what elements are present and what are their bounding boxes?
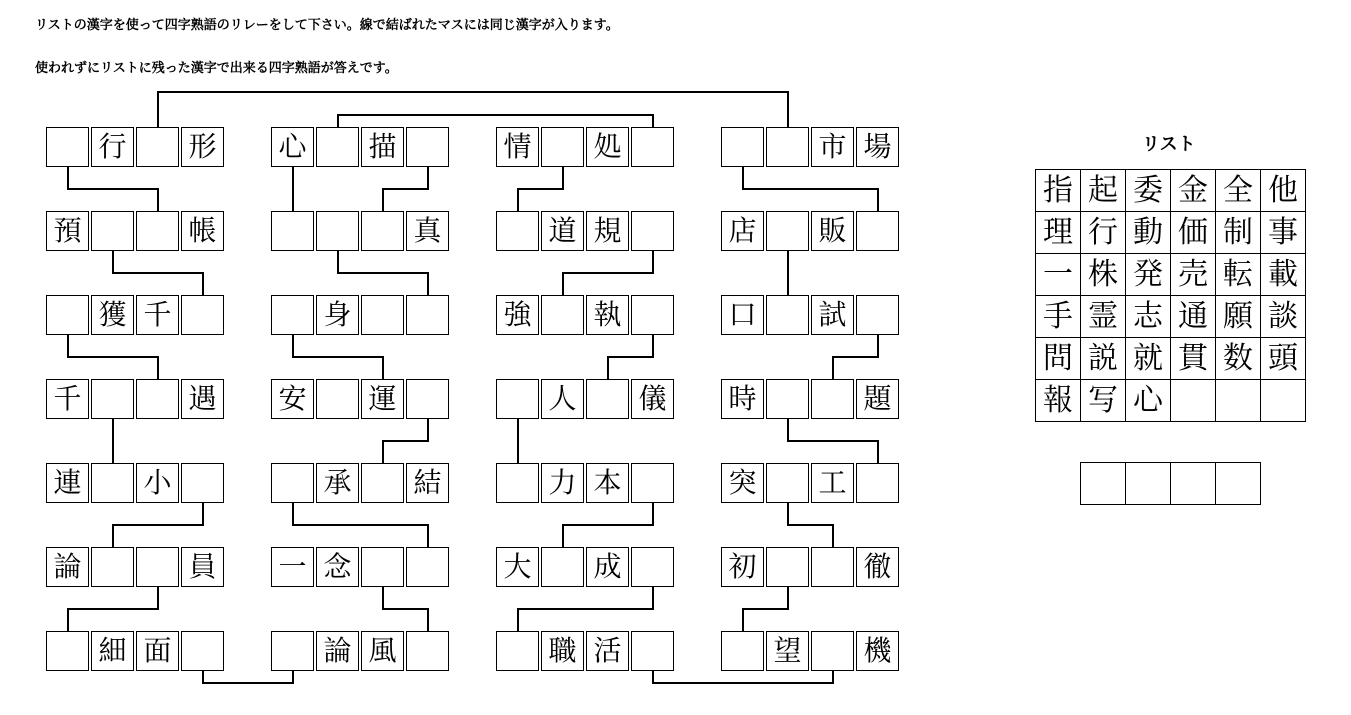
puzzle-cell[interactable] (136, 211, 179, 251)
list-cell: 談 (1260, 295, 1306, 338)
connector-line (743, 587, 788, 631)
puzzle-cell[interactable]: 論 (46, 547, 89, 587)
puzzle-cell[interactable]: 儀 (631, 379, 674, 419)
puzzle-cell[interactable] (271, 463, 314, 503)
list-cell: 転 (1215, 253, 1261, 296)
puzzle-cell[interactable] (721, 631, 764, 671)
puzzle-cell[interactable] (631, 295, 674, 335)
connector-line (788, 503, 833, 547)
puzzle-cell[interactable] (766, 127, 809, 167)
puzzle-cell[interactable] (856, 463, 899, 503)
puzzle-cell[interactable] (361, 547, 404, 587)
puzzle-cell[interactable]: 心 (271, 127, 314, 167)
puzzle-cell[interactable] (811, 631, 854, 671)
puzzle-cell[interactable] (811, 379, 854, 419)
puzzle-cell[interactable] (91, 211, 134, 251)
puzzle-cell[interactable]: 口 (721, 295, 764, 335)
list-cell: 株 (1080, 253, 1126, 296)
puzzle-cell[interactable]: 小 (136, 463, 179, 503)
puzzle-cell[interactable]: 強 (496, 295, 539, 335)
puzzle-cell[interactable]: 結 (406, 463, 449, 503)
puzzle-cell[interactable] (406, 547, 449, 587)
puzzle-cell[interactable]: 販 (811, 211, 854, 251)
list-cell: 他 (1260, 169, 1306, 212)
list-cell: 理 (1035, 211, 1081, 254)
puzzle-cell[interactable]: 連 (46, 463, 89, 503)
puzzle-cell[interactable] (766, 547, 809, 587)
puzzle-cell[interactable]: 市 (811, 127, 854, 167)
puzzle-cell[interactable] (406, 379, 449, 419)
puzzle-cell[interactable]: 大 (496, 547, 539, 587)
puzzle-cell[interactable] (541, 547, 584, 587)
connector-line (203, 671, 293, 683)
puzzle-cell[interactable]: 獲 (91, 295, 134, 335)
list-cell: 動 (1125, 211, 1171, 254)
list-cell: 報 (1035, 379, 1081, 422)
list-cell: 就 (1125, 337, 1171, 380)
list-cell: 売 (1170, 253, 1216, 296)
instruction-line-2: 使われずにリストに残った漢字で出来る四字熟語が答えです。 (35, 61, 398, 76)
puzzle-cell[interactable]: 機 (856, 631, 899, 671)
puzzle-cell[interactable] (181, 463, 224, 503)
puzzle-cell[interactable]: 執 (586, 295, 629, 335)
puzzle-cell[interactable] (496, 631, 539, 671)
puzzle-cell[interactable] (856, 295, 899, 335)
puzzle-cell[interactable] (586, 379, 629, 419)
puzzle-cell[interactable] (91, 379, 134, 419)
puzzle-cell[interactable] (631, 127, 674, 167)
puzzle-cell[interactable]: 場 (856, 127, 899, 167)
puzzle-cell[interactable] (46, 295, 89, 335)
puzzle-cell[interactable] (271, 631, 314, 671)
puzzle-cell[interactable] (271, 211, 314, 251)
puzzle-cell[interactable] (496, 463, 539, 503)
puzzle-cell[interactable] (46, 127, 89, 167)
connector-line (563, 251, 653, 295)
puzzle-cell[interactable]: 題 (856, 379, 899, 419)
list-cell: 金 (1170, 169, 1216, 212)
puzzle-cell[interactable] (631, 211, 674, 251)
puzzle-cell[interactable]: 試 (811, 295, 854, 335)
puzzle-cell[interactable] (316, 379, 359, 419)
puzzle-cell[interactable]: 論 (316, 631, 359, 671)
puzzle-cell[interactable] (316, 211, 359, 251)
list-cell: 説 (1080, 337, 1126, 380)
puzzle-cell[interactable]: 店 (721, 211, 764, 251)
list-title: リスト (1142, 134, 1196, 155)
puzzle-cell[interactable]: 面 (136, 631, 179, 671)
puzzle-cell[interactable]: 千 (136, 295, 179, 335)
puzzle-cell[interactable] (496, 379, 539, 419)
connector-line (833, 335, 878, 379)
puzzle-cell[interactable] (46, 631, 89, 671)
puzzle-cell[interactable] (721, 127, 764, 167)
puzzle-cell[interactable] (766, 463, 809, 503)
puzzle-cell[interactable]: 預 (46, 211, 89, 251)
list-cell: 委 (1125, 169, 1171, 212)
puzzle-cell[interactable] (766, 211, 809, 251)
list-cell (1170, 379, 1216, 422)
connector-line (293, 335, 383, 379)
puzzle-cell[interactable]: 規 (586, 211, 629, 251)
puzzle-cell[interactable]: 行 (91, 127, 134, 167)
puzzle-cell[interactable]: 千 (46, 379, 89, 419)
list-cell: 行 (1080, 211, 1126, 254)
list-cell: 写 (1080, 379, 1126, 422)
connector-line (113, 503, 203, 547)
list-cell: 霊 (1080, 295, 1126, 338)
puzzle-cell[interactable]: 本 (586, 463, 629, 503)
puzzle-cell[interactable] (136, 127, 179, 167)
puzzle-cell[interactable]: 時 (721, 379, 764, 419)
answer-cell[interactable] (1080, 462, 1126, 505)
puzzle-cell[interactable] (361, 295, 404, 335)
connector-line (563, 503, 653, 547)
puzzle-cell[interactable] (361, 211, 404, 251)
puzzle-cell[interactable] (631, 631, 674, 671)
puzzle-cell[interactable] (631, 463, 674, 503)
list-cell: 載 (1260, 253, 1306, 296)
list-cell: 数 (1215, 337, 1261, 380)
puzzle-cell[interactable]: 徹 (856, 547, 899, 587)
puzzle-cell[interactable] (496, 211, 539, 251)
connector-line (518, 587, 653, 631)
puzzle-cell[interactable]: 員 (181, 547, 224, 587)
puzzle-cell[interactable]: 力 (541, 463, 584, 503)
answer-cell[interactable] (1170, 462, 1216, 505)
list-cell (1260, 379, 1306, 422)
puzzle-cell[interactable]: 風 (361, 631, 404, 671)
connector-line (383, 587, 428, 631)
connector-line (518, 167, 563, 211)
list-cell: 発 (1125, 253, 1171, 296)
puzzle-cell[interactable] (91, 463, 134, 503)
puzzle-cell[interactable]: 描 (361, 127, 404, 167)
connector-line (158, 92, 788, 127)
connector-line (608, 335, 653, 379)
list-cell: 問 (1035, 337, 1081, 380)
connector-line (653, 671, 833, 683)
puzzle-cell[interactable] (406, 127, 449, 167)
list-cell: 指 (1035, 169, 1081, 212)
list-cell: 通 (1170, 295, 1216, 338)
puzzle-cell[interactable] (631, 547, 674, 587)
connector-line (383, 167, 428, 211)
puzzle-cell[interactable] (856, 211, 899, 251)
puzzle-cell[interactable] (181, 631, 224, 671)
list-cell: 制 (1215, 211, 1261, 254)
puzzle-cell[interactable]: 遇 (181, 379, 224, 419)
answer-cell[interactable] (1125, 462, 1171, 505)
connector-line (68, 335, 158, 379)
list-cell (1215, 379, 1261, 422)
list-cell: 願 (1215, 295, 1261, 338)
connector-line (383, 419, 428, 463)
puzzle-cell[interactable] (541, 127, 584, 167)
puzzle-cell[interactable] (361, 463, 404, 503)
puzzle-cell[interactable]: 形 (181, 127, 224, 167)
answer-cell[interactable] (1215, 462, 1261, 505)
puzzle-cell[interactable] (406, 295, 449, 335)
connector-line (68, 587, 158, 631)
puzzle-cell[interactable]: 帳 (181, 211, 224, 251)
puzzle-cell[interactable]: 道 (541, 211, 584, 251)
connector-line (338, 251, 428, 295)
puzzle-cell[interactable]: 情 (496, 127, 539, 167)
connector-line (293, 503, 428, 547)
connector-line (338, 115, 653, 127)
puzzle-cell[interactable]: 処 (586, 127, 629, 167)
connector-line (113, 251, 203, 295)
puzzle-cell[interactable]: 一 (271, 547, 314, 587)
puzzle-cell[interactable] (766, 379, 809, 419)
puzzle-cell[interactable] (136, 379, 179, 419)
connector-line (743, 167, 878, 211)
puzzle-cell[interactable] (541, 295, 584, 335)
connector-line (68, 167, 158, 211)
puzzle-cell[interactable]: 活 (586, 631, 629, 671)
puzzle-cell[interactable] (181, 295, 224, 335)
list-cell: 頭 (1260, 337, 1306, 380)
puzzle-cell[interactable] (271, 295, 314, 335)
list-cell: 一 (1035, 253, 1081, 296)
list-cell: 貫 (1170, 337, 1216, 380)
list-cell: 起 (1080, 169, 1126, 212)
list-cell: 事 (1260, 211, 1306, 254)
puzzle-cell[interactable]: 承 (316, 463, 359, 503)
puzzle-cell[interactable]: 人 (541, 379, 584, 419)
puzzle-cell[interactable]: 念 (316, 547, 359, 587)
puzzle-cell[interactable]: 細 (91, 631, 134, 671)
puzzle-cell[interactable]: 真 (406, 211, 449, 251)
puzzle-cell[interactable]: 突 (721, 463, 764, 503)
puzzle-cell[interactable] (316, 127, 359, 167)
puzzle-cell[interactable]: 職 (541, 631, 584, 671)
list-cell: 志 (1125, 295, 1171, 338)
puzzle-cell[interactable]: 運 (361, 379, 404, 419)
puzzle-cell[interactable]: 成 (586, 547, 629, 587)
puzzle-cell[interactable]: 安 (271, 379, 314, 419)
list-cell: 心 (1125, 379, 1171, 422)
puzzle-cell[interactable] (811, 547, 854, 587)
puzzle-cell[interactable]: 初 (721, 547, 764, 587)
instruction-line-1: リストの漢字を使って四字熟語のリレーをして下さい。線で結ばれたマスには同じ漢字が入ります。 (35, 18, 619, 33)
connector-line (788, 419, 878, 463)
puzzle-cell[interactable]: 身 (316, 295, 359, 335)
puzzle-cell[interactable] (91, 547, 134, 587)
puzzle-cell[interactable] (766, 295, 809, 335)
list-cell: 価 (1170, 211, 1216, 254)
puzzle-cell[interactable] (136, 547, 179, 587)
list-cell: 全 (1215, 169, 1261, 212)
puzzle-cell[interactable]: 工 (811, 463, 854, 503)
list-cell: 手 (1035, 295, 1081, 338)
puzzle-cell[interactable]: 望 (766, 631, 809, 671)
puzzle-cell[interactable] (406, 631, 449, 671)
